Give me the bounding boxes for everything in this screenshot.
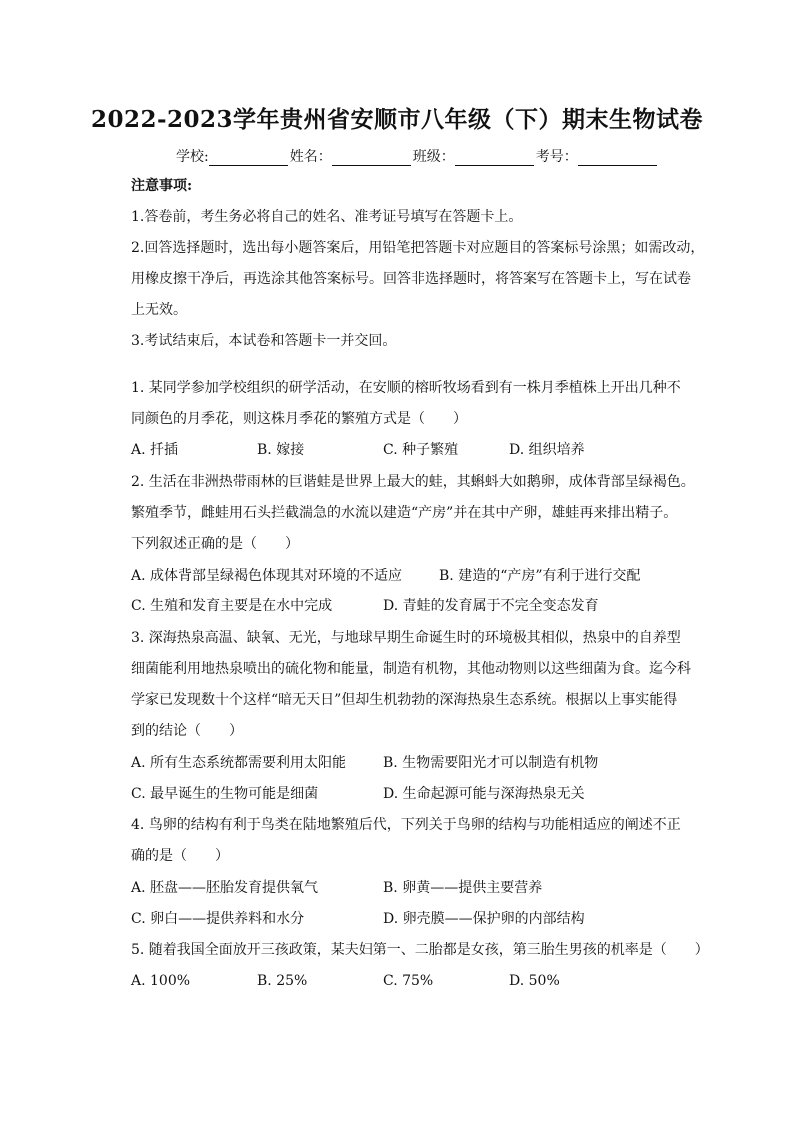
question-2-option-c: C. 生殖和发育主要是在水中完成	[131, 598, 333, 614]
notice-line: 2.回答选择题时，选出每小题答案后，用铅笔把答题卡对应题目的答案标号涂黑；如需改动，	[131, 240, 705, 256]
question-1-option-c: C. 种子繁殖	[383, 442, 459, 458]
question-4-option-b: B. 卵黄——提供主要营养	[383, 880, 543, 896]
question-3-line: 3. 深海热泉高温、缺氧、无光，与地球早期生命诞生时的环境极其相似，热泉中的自养型	[131, 630, 681, 646]
notice-heading: 注意事项:	[131, 178, 193, 194]
name-blank	[332, 150, 411, 166]
exam-number-label: 考号：	[535, 149, 578, 165]
class-blank	[455, 150, 534, 166]
question-5-option-c: C. 75%	[383, 973, 434, 989]
question-5-option-b: B. 25%	[257, 973, 308, 989]
question-2-line: 2. 生活在非洲热带雨林的巨谐蛙是世界上最大的蛙，其蝌蚪大如鹅卵，成体背部呈绿褐色。	[131, 474, 695, 490]
question-1-option-d: D. 组织培养	[509, 442, 585, 458]
question-3-option-b: B. 生物需要阳光才可以制造有机物	[383, 755, 599, 771]
question-4-line: 确的是（ ）	[131, 848, 229, 864]
question-4-option-a: A. 胚盘——胚胎发育提供氧气	[131, 880, 319, 896]
question-2-line: 繁殖季节，雌蛙用石头拦截湍急的水流以建造“产房”并在其中产卵，雄蛙再来排出精子。	[131, 505, 678, 521]
question-1-line: 1. 某同学参加学校组织的研学活动，在安顺的榕昕牧场看到有一株月季植株上开出几种不	[131, 380, 681, 396]
page-title: 2022-2023学年贵州省安顺市八年级（下）期末生物试卷	[90, 106, 704, 133]
question-2-option-b: B. 建造的“产房”有利于进行交配	[439, 568, 641, 584]
question-5-option-d: D. 50%	[509, 973, 560, 989]
question-2-option-d: D. 青蛙的发育属于不完全变态发育	[383, 598, 599, 614]
question-3-option-c: C. 最早诞生的生物可能是细菌	[131, 786, 319, 802]
question-5-line: 5. 随着我国全面放开三孩政策，某夫妇第一、二胎都是女孩，第三胎生男孩的机率是（ ）	[131, 942, 709, 958]
notice-line: 上无效。	[131, 302, 187, 318]
question-3-option-a: A. 所有生态系统都需要利用太阳能	[131, 755, 347, 771]
question-1-line: 同颜色的月季花，则这株月季花的繁殖方式是（ ）	[131, 411, 467, 427]
notice-line: 3.考试结束后，本试卷和答题卡一并交回。	[131, 333, 397, 349]
name-label: 姓名：	[289, 149, 332, 165]
school-blank	[209, 150, 288, 166]
question-1-option-a: A. 扦插	[131, 442, 179, 458]
question-4-option-d: D. 卵壳膜——保护卵的内部结构	[383, 911, 585, 927]
question-2-line: 下列叙述正确的是（ ）	[131, 536, 299, 552]
exam-number-blank	[578, 150, 657, 166]
school-label: 学校:	[176, 149, 209, 165]
notice-line: 用橡皮擦干净后，再选涂其他答案标号。回答非选择题时，将答案写在答题卡上，写在试卷	[131, 271, 691, 287]
question-4-option-c: C. 卵白——提供养料和水分	[131, 911, 305, 927]
question-3-line: 细菌能利用地热泉喷出的硫化物和能量，制造有机物，其他动物则以这些细菌为食。迄今科	[131, 661, 691, 677]
question-3-line: 到的结论（ ）	[131, 723, 243, 739]
question-4-line: 4. 鸟卵的结构有利于鸟类在陆地繁殖后代，下列关于鸟卵的结构与功能相适应的阐述不正	[131, 817, 681, 833]
question-2-option-a: A. 成体背部呈绿褐色体现其对环境的不适应	[131, 568, 403, 584]
question-5-option-a: A. 100%	[131, 973, 191, 989]
student-info-row	[176, 146, 657, 166]
notice-line: 1.答卷前，考生务必将自己的姓名、准考证号填写在答题卡上。	[131, 209, 523, 225]
question-3-line: 学家已发现数十个这样“暗无天日”但却生机勃勃的深海热泉生态系统。根据以上事实能得	[131, 692, 678, 708]
class-label: 班级：	[412, 149, 455, 165]
question-1-option-b: B. 嫁接	[257, 442, 305, 458]
question-3-option-d: D. 生命起源可能与深海热泉无关	[383, 786, 585, 802]
